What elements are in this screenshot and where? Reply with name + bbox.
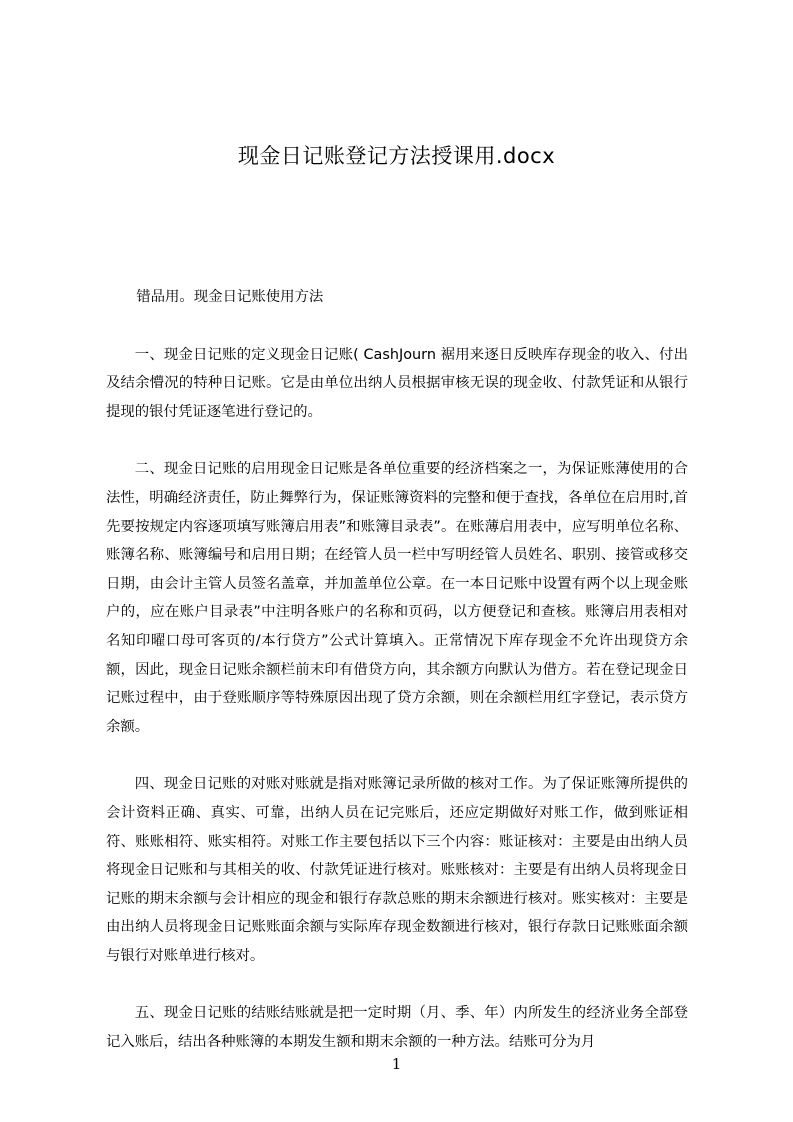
paragraph-intro: 错品用。现金日记账使用方法 [136, 289, 324, 305]
document-title: 现金日记账登记方法授课用.docx [237, 144, 556, 168]
paragraph-definition: 一、现金日记账的定义现金日记账( CashJourn 裾用来逐日反映库存现金的收入、付出及结余懵况的特种日记账。它是由单位出纳人员根据审核无误的现金收、付款凭证和从银行提现的银付凭证逐笔进行登记的。 [106, 346, 688, 420]
paragraph-closing: 五、现金日记账的结账结账就是把一定时期（月、季、年）内所发生的经济业务全部登记入账后，结出各种账簿的本期发生额和期末余额的一种方法。结账可分为月 [106, 1005, 688, 1051]
paragraph-activation: 二、现金日记账的启用现金日记账是各单位重要的经济档案之一，为保证账薄使用的合法性，明确经济责任，防止舞弊行为，保证账簿资料的完整和便于查找，各单位在启用时,首先要按规定内容逐项填写账簿启用表”和账簿目录表”。在账薄启用表中，应写明单位名称、账簿名称、账簿编号和启用日期；在经管人员一栏中写明经管人员姓名、职别、接管或移交日期，由会计主管人员签名盖章，并加盖单位公章。在一本日记账中设置有两个以上现金账户的，应在账户目录表”中注明各账户的名称和页码，以方便登记和查核。账簿启用表相对名知印曜口母可客页的/本行贷方”公式计算填入。正常情况下库存现金不允许出现贷方余额，因此，现金日记账余额栏前末印有借贷方向，其余额方向默认为借方。若在登记现金日记账过程中，由于登账顺序等特殊原因出现了贷方余额，则在余额栏用红字登记，表示贷方余额。 [106, 461, 688, 735]
document-body [106, 283, 688, 1057]
paragraph-reconciliation: 四、现金日记账的对账对账就是指对账簿记录所做的核对工作。为了保证账簿所提供的会计资料正确、真实、可靠，出纳人员在记完账后，还应定期做好对账工作，做到账证相符、账账相符、账实相符。对账工作主要包括以下三个内容：账证核对：主要是由出纳人员将现金日记账和与其相关的收、付款凭证进行核对。账账核对：主要是有出纳人员将现金日记账的期末余额与会计相应的现金和银行存款总账的期末余额进行核对。账实核对：主要是由出纳人员将现金日记账账面余额与实际库存现金数额进行核对，银行存款日记账账面余额与银行对账单进行核对。 [106, 776, 688, 964]
page-number: 1 [391, 1055, 402, 1073]
